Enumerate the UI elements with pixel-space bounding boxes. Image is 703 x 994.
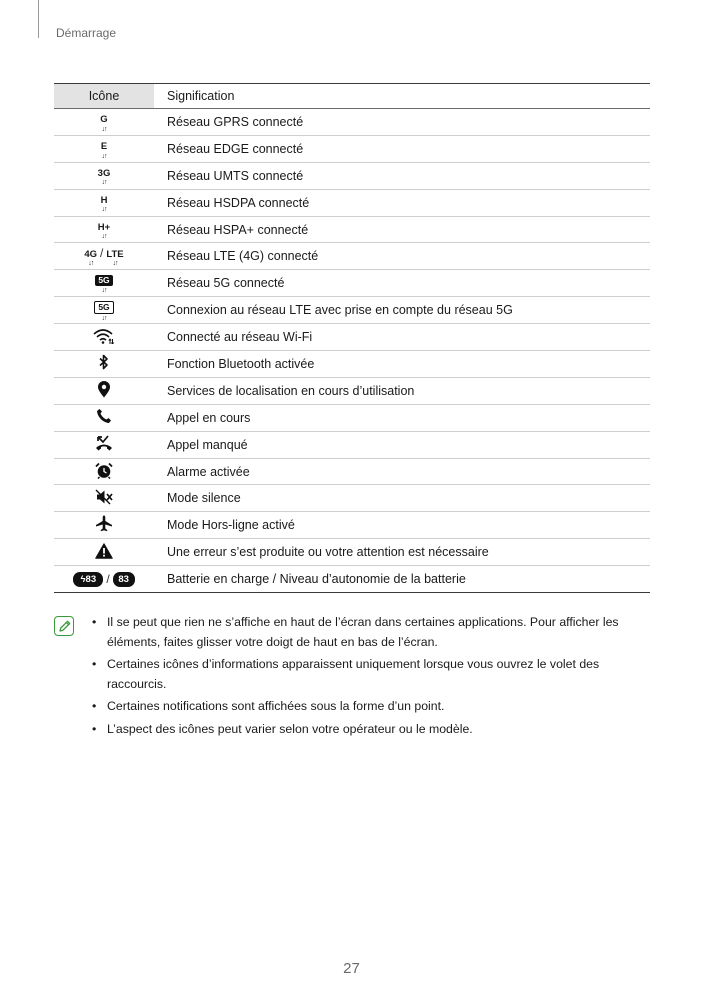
5g-outline-icon: 5G ↓↑: [94, 301, 113, 322]
hspa-plus-icon: H+ ↓↑: [97, 221, 111, 241]
column-header-meaning: Signification: [154, 84, 650, 109]
umts-icon: 3G ↓↑: [97, 167, 111, 187]
lightning-icon: ϟ: [80, 573, 86, 585]
missed-call-icon: [95, 435, 113, 454]
row-meaning: Réseau UMTS connecté: [154, 162, 650, 189]
icon-separator: /: [100, 246, 104, 261]
hsdpa-icon: H ↓↑: [100, 194, 108, 214]
table-row: [54, 189, 650, 216]
row-meaning: Réseau GPRS connecté: [154, 109, 650, 136]
row-meaning: Réseau HSPA+ connecté: [154, 216, 650, 243]
table-row: [54, 458, 650, 485]
row-meaning: Services de localisation en cours d’utilisation: [154, 377, 650, 404]
row-meaning: Connecté au réseau Wi-Fi: [154, 324, 650, 351]
table-row: [54, 109, 650, 136]
row-meaning: Réseau 5G connecté: [154, 270, 650, 297]
gprs-icon: G ↓↑: [100, 114, 108, 133]
notes-list: [92, 613, 632, 742]
table-row: [54, 270, 650, 297]
row-meaning: Appel en cours: [154, 404, 650, 431]
table-row: [54, 243, 650, 270]
alarm-clock-icon: [95, 462, 113, 482]
phone-call-icon: [96, 408, 112, 427]
table-header-row: [54, 84, 650, 109]
row-meaning: Appel manqué: [154, 431, 650, 458]
section-title: Démarrage: [56, 26, 117, 40]
row-meaning: Fonction Bluetooth activée: [154, 351, 650, 378]
warning-icon: [95, 543, 113, 562]
wifi-icon: [92, 328, 116, 347]
table-row: [54, 377, 650, 404]
table-row: [54, 566, 650, 593]
location-pin-icon: [97, 381, 111, 401]
row-meaning: Réseau HSDPA connecté: [154, 189, 650, 216]
margin-rule: [38, 0, 39, 38]
mute-icon: [95, 489, 113, 508]
edge-icon: E ↓↑: [100, 141, 108, 160]
5g-icon: 5G ↓↑: [95, 275, 112, 294]
table-row: [54, 162, 650, 189]
bluetooth-icon: [98, 354, 110, 373]
table-row: [54, 135, 650, 162]
note-item: • Il se peut que rien ne s’affiche en haut de l’écran dans certaines applications. Pour afficher les éléments, faites glisser votre doigt de haut en bas de l’écran.: [92, 613, 632, 652]
table-row: [54, 512, 650, 539]
row-meaning: Réseau EDGE connecté: [154, 135, 650, 162]
table-row: [54, 404, 650, 431]
table-row: [54, 539, 650, 566]
note-icon: [54, 616, 74, 636]
4g-icon: 4G ↓↑: [84, 248, 98, 268]
table-row: [54, 324, 650, 351]
table-row: [54, 485, 650, 512]
status-icons-table: [54, 83, 650, 593]
note-item: • Certaines icônes d’informations apparaissent uniquement lorsque vous ouvrez le volet des raccourcis.: [92, 655, 632, 694]
row-meaning: Alarme activée: [154, 458, 650, 485]
note-item: • L’aspect des icônes peut varier selon votre opérateur ou le modèle.: [92, 720, 632, 740]
table-row: [54, 351, 650, 378]
row-meaning: Une erreur s’est produite ou votre attention est nécessaire: [154, 539, 650, 566]
lte-icon: LTE ↓↑: [106, 248, 124, 268]
icon-separator: /: [106, 572, 110, 587]
row-meaning: Connexion au réseau LTE avec prise en compte du réseau 5G: [154, 297, 650, 324]
table-row: [54, 297, 650, 324]
airplane-icon: [95, 515, 113, 535]
row-meaning: Mode silence: [154, 485, 650, 512]
table-row: [54, 216, 650, 243]
row-meaning: Réseau LTE (4G) connecté: [154, 243, 650, 270]
note-item: • Certaines notifications sont affichées sous la forme d’un point.: [92, 697, 632, 717]
row-meaning: Mode Hors-ligne activé: [154, 512, 650, 539]
row-meaning: Batterie en charge / Niveau d’autonomie de la batterie: [154, 566, 650, 593]
column-header-icon: Icône: [54, 84, 154, 109]
battery-level-icon: 83: [113, 572, 135, 587]
battery-charging-icon: ϟ 83: [73, 572, 103, 587]
page-number: 27: [343, 960, 360, 977]
table-row: [54, 431, 650, 458]
